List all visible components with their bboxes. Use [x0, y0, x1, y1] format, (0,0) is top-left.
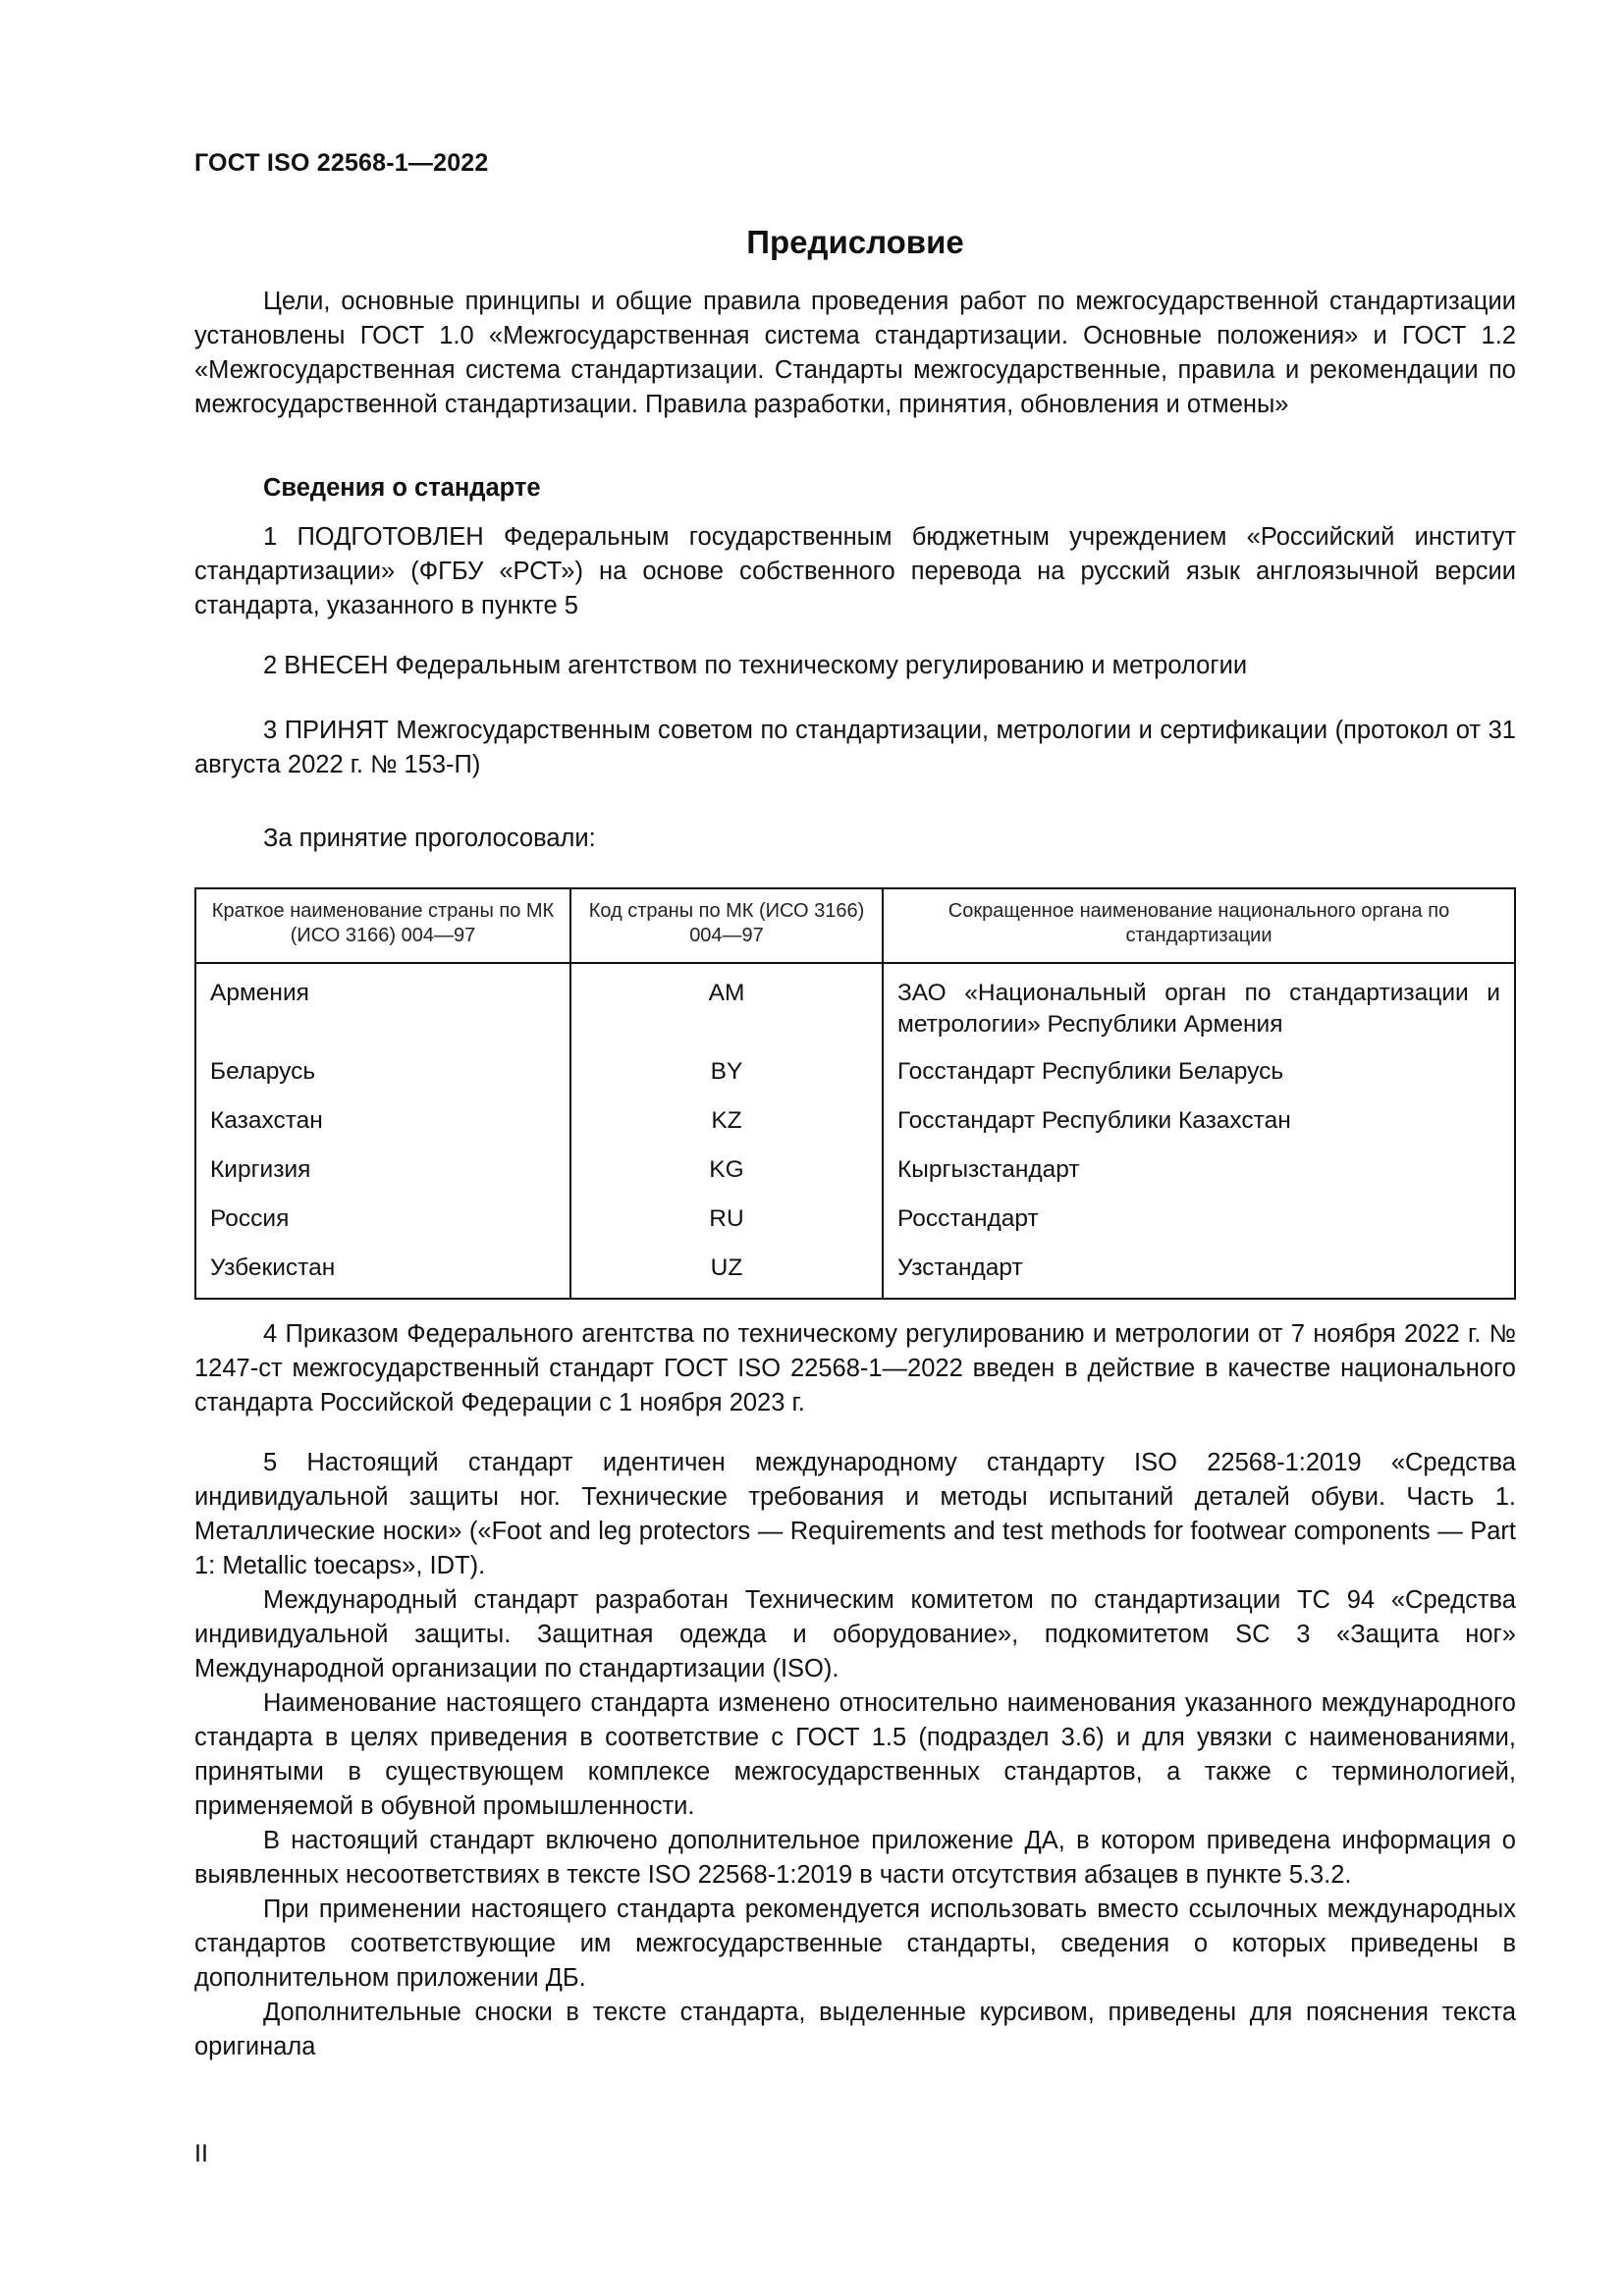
column-header-country: Краткое наименование страны по МК (ИСО 3166) 004—97: [195, 888, 570, 963]
cell-country: Киргизия: [195, 1153, 570, 1202]
cell-body: Кыргызстандарт: [883, 1153, 1515, 1202]
item-2-paragraph: 2 ВНЕСЕН Федеральным агентством по техническому регулированию и метрологии: [263, 652, 1248, 679]
table-row: [195, 1104, 1515, 1153]
column-header-body: Сокращенное наименование национального органа по стандартизации: [883, 888, 1515, 963]
cell-country: Армения: [195, 963, 570, 1055]
item-1-paragraph: 1 ПОДГОТОВЛЕН Федеральным государственным бюджетным учреждением «Российский институт стандартизации» (ФГБУ «РСТ») на основе собственного перевода на русский язык англоязычной версии стандарта, указанного в пункте 5: [194, 523, 1516, 619]
cell-body: Узстандарт: [883, 1252, 1515, 1299]
table-row: [195, 963, 1515, 1055]
item-5-paragraph: 5 Настоящий стандарт идентичен международному стандарту ISO 22568-1:2019 «Средства индивидуальной защиты ног. Технические требования и методы испытаний деталей обуви. Часть 1. Металлические носки» («Foot and leg protectors — Requirements and test methods for footwear components — Part 1: Metallic toecaps», IDT).: [194, 1449, 1516, 1579]
cell-body: Госстандарт Республики Казахстан: [883, 1104, 1515, 1153]
table-row: [195, 1055, 1515, 1104]
cell-country: Казахстан: [195, 1104, 570, 1153]
cell-code: RU: [570, 1202, 883, 1252]
item-5-annex-da-paragraph: В настоящий стандарт включено дополнительное приложение ДА, в котором приведена информация о выявленных несоответствиях в тексте ISO 22568-1:2019 в части отсутствия абзацев в пункте 5.3.2.: [194, 1827, 1516, 1889]
item-5-annex-db-paragraph: При применении настоящего стандарта рекомендуется использовать вместо ссылочных международных стандартов соответствующие им межгосударственные стандарты, сведения о которых приведены в дополнительном приложении ДБ.: [194, 1896, 1516, 1992]
intro-paragraph: Цели, основные принципы и общие правила проведения работ по межгосударственной стандартизации установлены ГОСТ 1.0 «Межгосударственная система стандартизации. Основные положения» и ГОСТ 1.2 «Межгосударственная система стандартизации. Стандарты межгосударственные, правила и рекомендации по межгосударственной стандартизации. Правила разработки, принятия, обновления и отмены»: [194, 288, 1516, 418]
cell-body: ЗАО «Национальный орган по стандартизации и метрологии» Республики Армения: [883, 963, 1515, 1055]
item-3-paragraph: 3 ПРИНЯТ Межгосударственным советом по стандартизации, метрологии и сертификации (протокол от 31 августа 2022 г. № 153-П): [194, 717, 1516, 778]
item-1-block: [194, 520, 1516, 623]
table-header-row: [195, 888, 1515, 963]
cell-code: KZ: [570, 1104, 883, 1153]
voting-countries-table: [194, 887, 1516, 1300]
cell-code: UZ: [570, 1252, 883, 1299]
item-5-committee-paragraph: Международный стандарт разработан Техническим комитетом по стандартизации ТС 94 «Средства индивидуальной защиты. Защитная одежда и оборудование», подкомитетом SC 3 «Защита ног» Международной организации по стандартизации (ISO).: [194, 1586, 1516, 1682]
cell-code: BY: [570, 1055, 883, 1104]
cell-country: Беларусь: [195, 1055, 570, 1104]
page-number: II: [194, 2140, 208, 2167]
item-4-paragraph: 4 Приказом Федерального агентства по техническому регулированию и метрологии от 7 ноября 2022 г. № 1247-ст межгосударственный стандарт ГОСТ ISO 22568-1—2022 введен в действие в качестве национального стандарта Российской Федерации с 1 ноября 2023 г.: [194, 1320, 1516, 1416]
page-title: Предисловие: [746, 224, 964, 260]
item-5-block: [194, 1446, 1516, 2064]
cell-body: Госстандарт Республики Беларусь: [883, 1055, 1515, 1104]
cell-code: AM: [570, 963, 883, 1055]
document-code-header: ГОСТ ISO 22568-1—2022: [194, 149, 489, 177]
table-row: [195, 1202, 1515, 1252]
vote-label: За принятие проголосовали:: [263, 825, 596, 852]
item-3-block: [194, 714, 1516, 782]
item-2-block: [194, 649, 1516, 683]
item-5-name-change-paragraph: Наименование настоящего стандарта изменено относительно наименования указанного международного стандарта в целях приведения в соответствие с ГОСТ 1.5 (подраздел 3.6) и для увязки с наименованиями, принятыми в существующем комплексе межгосударственных стандартов, а также с терминологией, применяемой в обувной промышленности.: [194, 1689, 1516, 1820]
intro-paragraph-block: [194, 285, 1516, 422]
table-row: [195, 1153, 1515, 1202]
cell-country: Узбекистан: [195, 1252, 570, 1299]
table-row: [195, 1252, 1515, 1299]
cell-body: Росстандарт: [883, 1202, 1515, 1252]
cell-country: Россия: [195, 1202, 570, 1252]
column-header-code: Код страны по МК (ИСО 3166) 004—97: [570, 888, 883, 963]
item-5-footnotes-paragraph: Дополнительные сноски в тексте стандарта, выделенные курсивом, приведены для пояснения текста оригинала: [194, 1999, 1516, 2060]
about-standard-heading: Сведения о стандарте: [263, 474, 541, 502]
item-4-block: [194, 1317, 1516, 1420]
cell-code: KG: [570, 1153, 883, 1202]
